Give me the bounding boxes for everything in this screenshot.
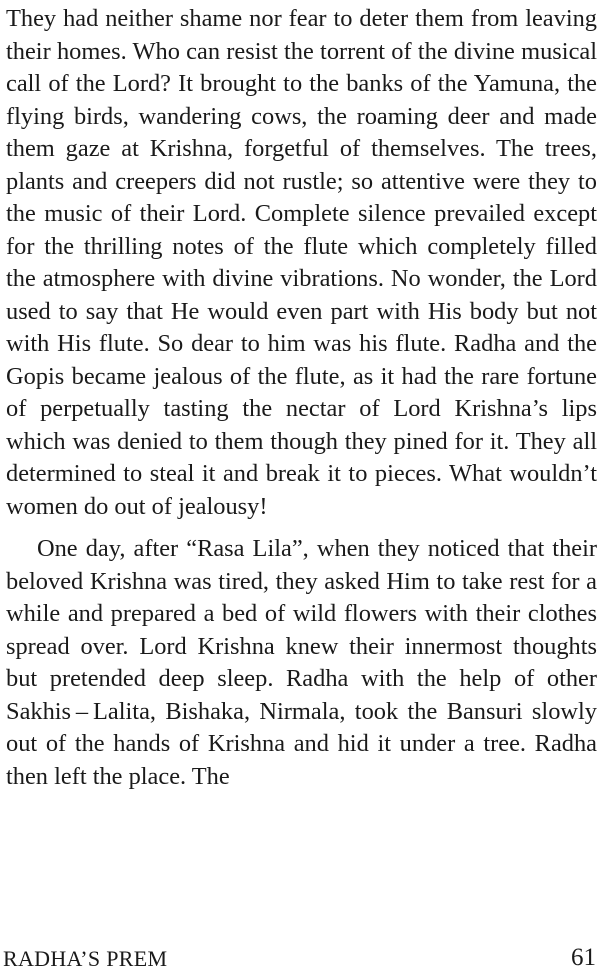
running-head: RADHA’S PREM (3, 946, 168, 971)
page-footer (0, 946, 600, 979)
page-number: 61 (571, 944, 596, 971)
body-paragraph-1: They had neither shame nor fear to deter them from leaving their homes. Who can resist the torrent of the divine musical call of the Lord? It brought to the banks of the Yamuna, the flying birds, wandering cows, the roaming deer and made them gaze at Krishna, forgetful of themselves. The trees, plants and creepers did not rustle; so attentive were they to the music of their Lord. Complete silence prevailed except for the thrilling notes of the flute which completely filled the atmosphere with divine vibrations. No wonder, the Lord used to say that He would even part with His body but not with His flute. So dear to him was his flute. Radha and the Gopis became jealous of the flute, as it had the rare fortune of perpetually tasting the nectar of Lord Krishna’s lips which was denied to them though they pined for it. They all determined to steal it and break it to pieces. What wouldn’t women do out of jealousy! (6, 5, 597, 520)
book-page (6, 0, 597, 793)
body-paragraph-2: One day, after “Rasa Lila”, when they noticed that their beloved Krishna was tired, they asked Him to take rest for a while and prepared a bed of wild flowers with their clothes spread over. Lord Krishna knew their innermost thoughts but pretended deep sleep. Radha with the help of other Sakhis – Lalita, Bishaka, Nirmala, took the Bansuri slowly out of the hands of Krishna and hid it under a tree. Radha then left the place. The (6, 535, 597, 790)
